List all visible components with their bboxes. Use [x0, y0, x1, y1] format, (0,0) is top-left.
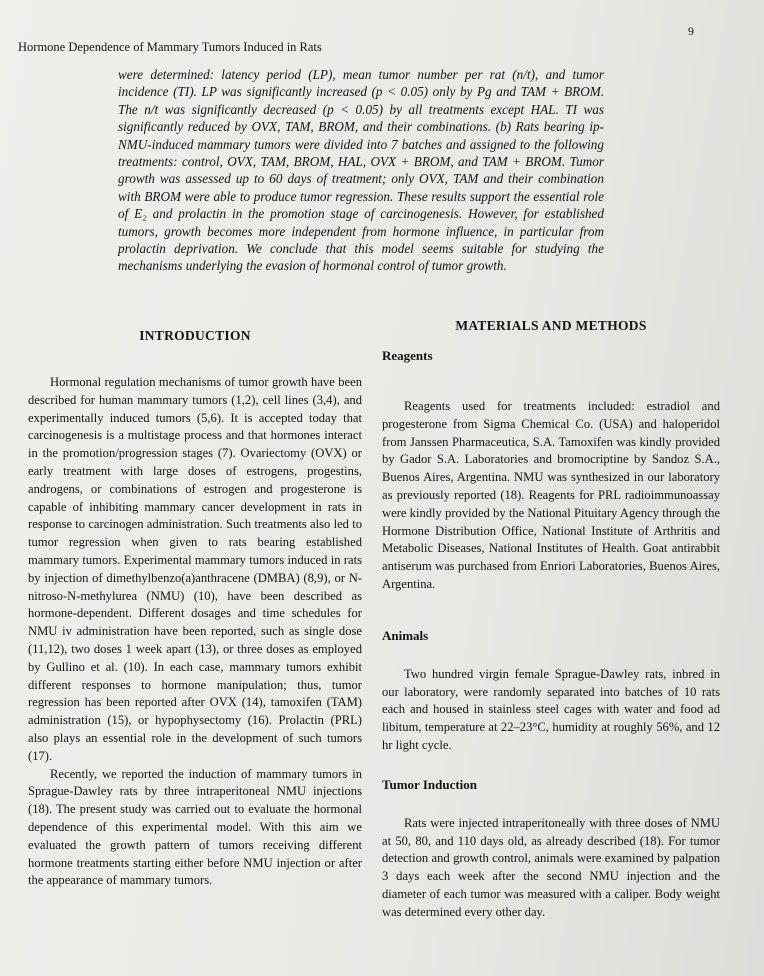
running-head: Hormone Dependence of Mammary Tumors Induced in Rats: [18, 40, 322, 54]
reagents-paragraph: Reagents used for treatments included: estradiol and progesterone from Sigma Chemical Co. (USA) and haloperidol from Janssen Pharmaceutica, S.A. Tamoxifen was kindly provided by Gador S.A. Laboratories and bromocriptine by Sandoz S.A., Buenos Aires, Argentina. NMU was synthesized in our laboratory as previously reported (18). Reagents for PRL radioimmunoassay were kindly provided by the National Pituitary Agency through the Hormone Distribution Office, National Institute of Arthritis and Metabolic Diseases, National Institutes of Health. Goat antirabbit antiserum was purchased from Enriori Laboratories, Buenos Aires, Argentina.: [382, 399, 720, 591]
tumor-induction-heading: Tumor Induction: [382, 776, 478, 792]
page-number: 9: [688, 24, 694, 38]
left-column: [28, 328, 362, 890]
reagents-heading: Reagents: [382, 348, 433, 363]
animals-heading: Animals: [382, 627, 429, 643]
right-column: [382, 318, 720, 922]
animals-paragraph: Two hundred virgin female Sprague-Dawley rats, inbred in our laboratory, were randomly separated into batches of 10 rats each and housed in stainless steel cages with water and food ad libitum, temperature at 22–23°C, humidity at roughly 56%, and 12 hr light cycle.: [382, 666, 720, 752]
introduction-heading: INTRODUCTION: [139, 328, 251, 343]
introduction-paragraph: Recently, we reported the induction of mammary tumors in Sprague-Dawley rats by three intraperitoneal NMU injections (18). The present study was carried out to evaluate the hormonal dependence of this experimental model. With this aim we evaluated the growth pattern of tumors receiving different hormone treatments starting either before NMU injection or after the appearance of mammary tumors.: [28, 766, 362, 888]
tumor-induction-paragraph: Rats were injected intraperitoneally with three doses of NMU at 50, 80, and 110 days old, as already described (18). For tumor detection and growth control, animals were examined by palpation 3 days each week after the second NMU injection and the diameter of each tumor was measured with a caliper. Body weight was determined every other day.: [382, 815, 720, 919]
abstract-text: were determined: latency period (LP), mean tumor number per rat (n/t), and tumor incidence (TI). LP was significantly increased (p < 0.05) only by Pg and TAM + BROM. The n/t was significantly decreased (p < 0.05) by all treatments except HAL. TI was significantly reduced by OVX, TAM, BROM, and their combinations. (b) Rats bearing ip-NMU-induced mammary tumors were divided into 7 batches and assigned to the following treatments: control, OVX, TAM, BROM, HAL, OVX + BROM, and TAM + BROM. Tumor growth was assessed up to 60 days of treatment; only OVX, TAM and their combination with BROM were able to produce tumor regression. These results support the essential role of E₂ and prolactin in the promotion stage of carcinogenesis. However, for established tumors, growth becomes more independent from hormone influence, in particular from prolactin deprivation. We conclude that this model seems suitable for studying the mechanisms underlying the evasion of hormonal control of tumor growth.: [118, 67, 604, 274]
methods-heading: MATERIALS AND METHODS: [455, 318, 647, 333]
introduction-paragraph: Hormonal regulation mechanisms of tumor growth have been described for human mammary tumors (1,2), cell lines (3,4), and experimentally induced tumors (5,6). It is accepted today that carcinogenesis is a multistage process and that hormones interact in the promotion/progression stages (7). Ovariectomy (OVX) or early treatment with large doses of estrogens, progestins, androgens, or combinations of estrogen and progesterone is capable of inhibiting mammary cancer development in rats in response to carcinogen administration. Such treatments also led to tumor regression when given to rats bearing established mammary tumors. Experimental mammary tumors induced in rats by injection of dimethylbenzo(a)anthracene (DMBA) (8,9), or N-nitroso-N-methylurea (NMU) (10), have been described as hormone-dependent. Different dosages and time schedules for NMU iv administration have been reported, such as single dose (11,12), two doses 1 week apart (13), or three doses as employed by Gullino et al. (10). In each case, mammary tumors exhibit different responses to hormone manipulation; thus, tumor regression has been reported after OVX (14), tamoxifen (TAM) administration (15), or hypophysectomy (16). Prolactin (PRL) also plays an essential role in the development of such tumors (17).: [28, 375, 362, 763]
